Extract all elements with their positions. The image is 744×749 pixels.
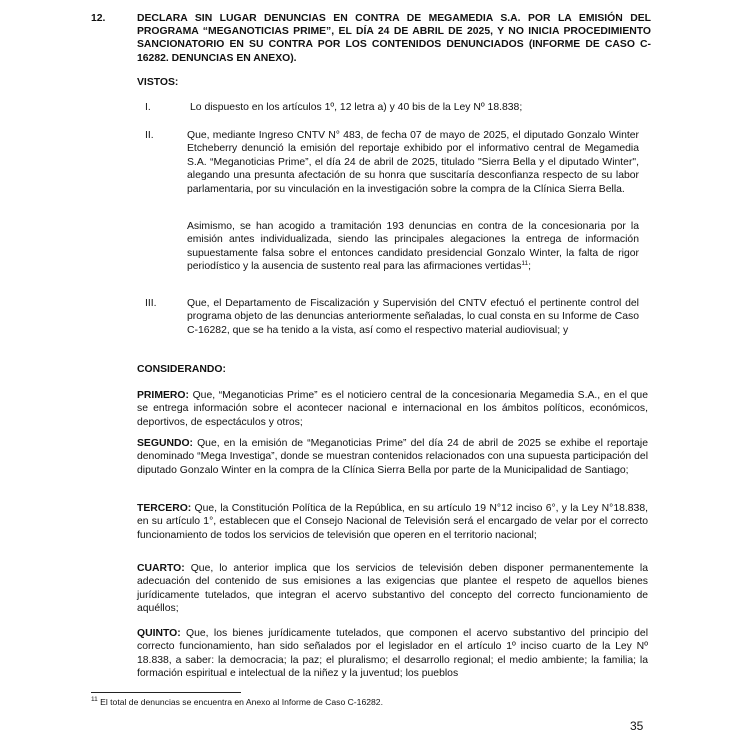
vistos-item-2b-text: Asimismo, se han acogido a tramitación 193 denuncias en contra de la concesionaria por la emisión antes individualizada, siendo las principales alegaciones la entrega de información supuestamente falsa sobre el entonces candidato presidencial Gonzalo Winter, la falta de rigor periodístico y la ausencia de sustento real para las afirmaciones vertidas xyxy=(187,221,639,273)
page-number: 35 xyxy=(630,719,644,733)
vistos-numeral-2: II. xyxy=(145,130,154,141)
vistos-item-2b-tail: ; xyxy=(528,261,532,273)
considerando-primero xyxy=(137,389,648,429)
considerando-text: Que, en la emisión de “Meganoticias Prime” del día 24 de abril de 2025 se exhibe el reportaje denominado “Mega Investiga”, donde se muestran contenidos relacionados con una supuesta participación del diputado Gonzalo Winter en la compra de la Clínica Sierra Bella por parte de la Municipalidad de Santiago; xyxy=(137,438,648,476)
considerando-text: Que, la Constitución Política de la República, en su artículo 19 N°12 inciso 6°, y la Ley N°18.838, en su artículo 1°, establecen que el Consejo Nacional de Televisión será el encargado de velar por el correcto funcionamiento de todos los servicios de televisión que operen en el territorio nacional; xyxy=(137,503,648,541)
vistos-item-3: Que, el Departamento de Fiscalización y Supervisión del CNTV efectuó el pertinente control del programa objeto de las denuncias anteriormente señaladas, lo cual consta en su Informe de Caso C-16282, que se ha tenido a la vista, así como el respectivo material audiovisual; y xyxy=(187,298,639,336)
footnote-ref: 11 xyxy=(521,260,529,268)
considerando-lead: PRIMERO: xyxy=(137,390,189,401)
footnote-marker: 11 xyxy=(91,696,98,703)
considerando-text: Que, los bienes jurídicamente tutelados, que componen el acervo substantivo del principio del correcto funcionamiento, han sido señalados por el legislador en el artículo 1º inciso cuarto de la Ley Nº 18.838, a saber: la democracia; la paz; el pluralismo; el desarrollo regional; el medio ambiente; la familia; la formación espiritual e intelectual de la niñez y la juventud; los pueblos xyxy=(137,628,648,680)
resolution-title: DECLARA SIN LUGAR DENUNCIAS EN CONTRA DE MEGAMEDIA S.A. POR LA EMISIÓN DEL PROGRAMA “MEGANOTICIAS PRIME”, EL DÍA 24 DE ABRIL DE 2025, Y NO INICIA PROCEDIMIENTO SANCIONATORIO EN SU CONTRA POR LOS CONTENIDOS DENUNCIADOS (INFORME DE CASO C-16282. DENUNCIAS EN ANEXO). xyxy=(137,13,651,64)
resolution-number: 12. xyxy=(91,13,106,24)
vistos-item-2: Que, mediante Ingreso CNTV N° 483, de fecha 07 de mayo de 2025, el diputado Gonzalo Winter Etcheberry denunció la emisión del reportaje exhibido por el informativo central de Megamedia S.A. “Meganoticias Prime”, el día 24 de abril de 2025, titulado "Sierra Bella y el diputado Winter", alegando una presunta afectación de su honra que suscitaría desconfianza respecto de su labor parlamentaria, por su vinculación en la investigación sobre la compra de la Clínica Sierra Bella. xyxy=(187,130,639,195)
vistos-numeral-3: III. xyxy=(145,298,157,309)
considerando-text: Que, “Meganoticias Prime” es el noticiero central de la concesionaria Megamedia S.A., en el que se entrega información sobre el acontecer nacional e internacional en los ámbitos políticos, económicos, deportivos, de espectáculos y otros; xyxy=(137,390,648,428)
footnote xyxy=(91,697,651,708)
considerando-lead: SEGUNDO: xyxy=(137,438,193,449)
considerando-lead: TERCERO: xyxy=(137,503,192,514)
vistos-label: VISTOS: xyxy=(137,77,179,88)
considerando-tercero xyxy=(137,502,648,542)
considerando-lead: CUARTO: xyxy=(137,563,185,574)
considerando-segundo xyxy=(137,437,648,477)
vistos-numeral-1: I. xyxy=(145,102,151,113)
vistos-item-2b xyxy=(187,220,639,274)
footnote-divider xyxy=(91,692,241,693)
considerando-quinto xyxy=(137,627,648,681)
considerando-text: Que, lo anterior implica que los servicios de televisión deben disponer permanentemente la adecuación del contenido de sus emisiones a las exigencias que plantee el respeto de aquellos bienes jurídicamente tutelados, que integran el acervo substantivo del concepto del correcto funcionamiento de aquéllos; xyxy=(137,563,648,615)
footnote-text: El total de denuncias se encuentra en Anexo al Informe de Caso C-16282. xyxy=(97,697,383,707)
considerando-label: CONSIDERANDO: xyxy=(137,364,226,375)
considerando-cuarto xyxy=(137,562,648,616)
vistos-item-1: Lo dispuesto en los artículos 1º, 12 letra a) y 40 bis de la Ley Nº 18.838; xyxy=(190,102,523,113)
considerando-lead: QUINTO: xyxy=(137,628,181,639)
